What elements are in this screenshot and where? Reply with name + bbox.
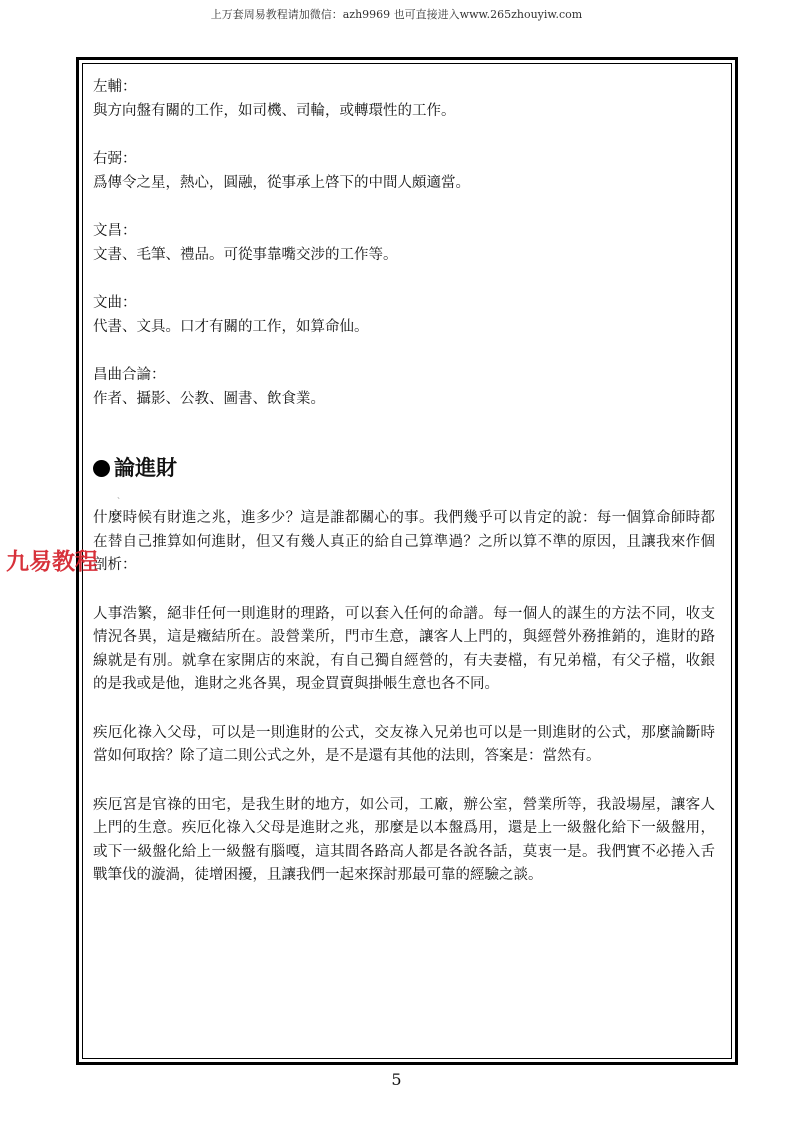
section-label: 左輔：: [93, 79, 137, 95]
section-text: 爲傳令之星，熱心，圓融，從事承上啓下的中間人頗適當。: [93, 174, 470, 191]
page-number: 5: [391, 1070, 402, 1089]
section-label: 昌曲合論：: [93, 367, 166, 383]
watermark-stamp: 九易教程: [6, 549, 98, 575]
star-section: [93, 220, 715, 267]
body-paragraph: 疾厄化祿入父母，可以是一則進財的公式，交友祿入兄弟也可以是一則進財的公式，那麼論斷時當如何取捨？除了這二則公式之外，是不是還有其他的法則，答案是：當然有。: [93, 724, 715, 764]
page-content: [93, 76, 715, 913]
body-paragraph: 人事浩繁，絕非任何一則進財的理路，可以套入任何的命譜。每一個人的謀生的方法不同，收支情況各異，這是癥結所在。設營業所，門市生意，讓客人上門的，與經營外務推銷的，進財的路線就是有別。就拿在家開店的來說，有自己獨自經營的，有夫妻檔，有兄弟檔，有父子檔，收銀的是我或是他，進財之兆各異，現金買賣與掛帳生意也各不同。: [93, 605, 715, 692]
section-text: 與方向盤有關的工作，如司機、司輪，或轉環性的工作。: [93, 102, 456, 119]
bullet-icon: [93, 460, 110, 477]
section-heading: [93, 455, 715, 481]
section-label: 文昌：: [93, 223, 137, 239]
section-label: 右弼：: [93, 151, 137, 167]
heading-mark: 、: [117, 491, 125, 500]
section-text: 作者、攝影、公教、圖書、飲食業。: [93, 390, 325, 407]
star-section: [93, 148, 715, 195]
body-paragraph: 疾厄宮是官祿的田宅，是我生財的地方，如公司，工廠，辦公室，營業所等，我設場屋，讓客人上門的生意。疾厄化祿入父母是進財之兆，那麼是以本盤爲用，還是上一級盤化給下一級盤用，或下一級盤化給上一級盤有腦嘎，這其間各路高人都是各說各話，莫衷一是。我們實不必捲入舌戰筆伐的漩渦，徒增困擾，且讓我們一起來探討那最可靠的經驗之談。: [93, 796, 715, 883]
section-text: 代書、文具。口才有關的工作，如算命仙。: [93, 318, 369, 335]
body-paragraph: 什麼時候有財進之兆，進多少？這是誰都關心的事。我們幾乎可以肯定的說：每一個算命師時都在替自己推算如何進財，但又有幾人真正的給自己算準過？之所以算不準的原因，且讓我來作個剖析：: [93, 510, 715, 573]
watermark-header: 上万套周易教程请加微信：azh9969 也可直接进入www.265zhouyiw.com: [210, 8, 583, 21]
section-text: 文書、毛筆、禮品。可從事靠嘴交涉的工作等。: [93, 246, 398, 263]
star-section: [93, 76, 715, 123]
star-section: [93, 364, 715, 411]
section-heading-text: 論進財: [114, 456, 177, 480]
section-label: 文曲：: [93, 295, 137, 311]
star-section: [93, 292, 715, 339]
